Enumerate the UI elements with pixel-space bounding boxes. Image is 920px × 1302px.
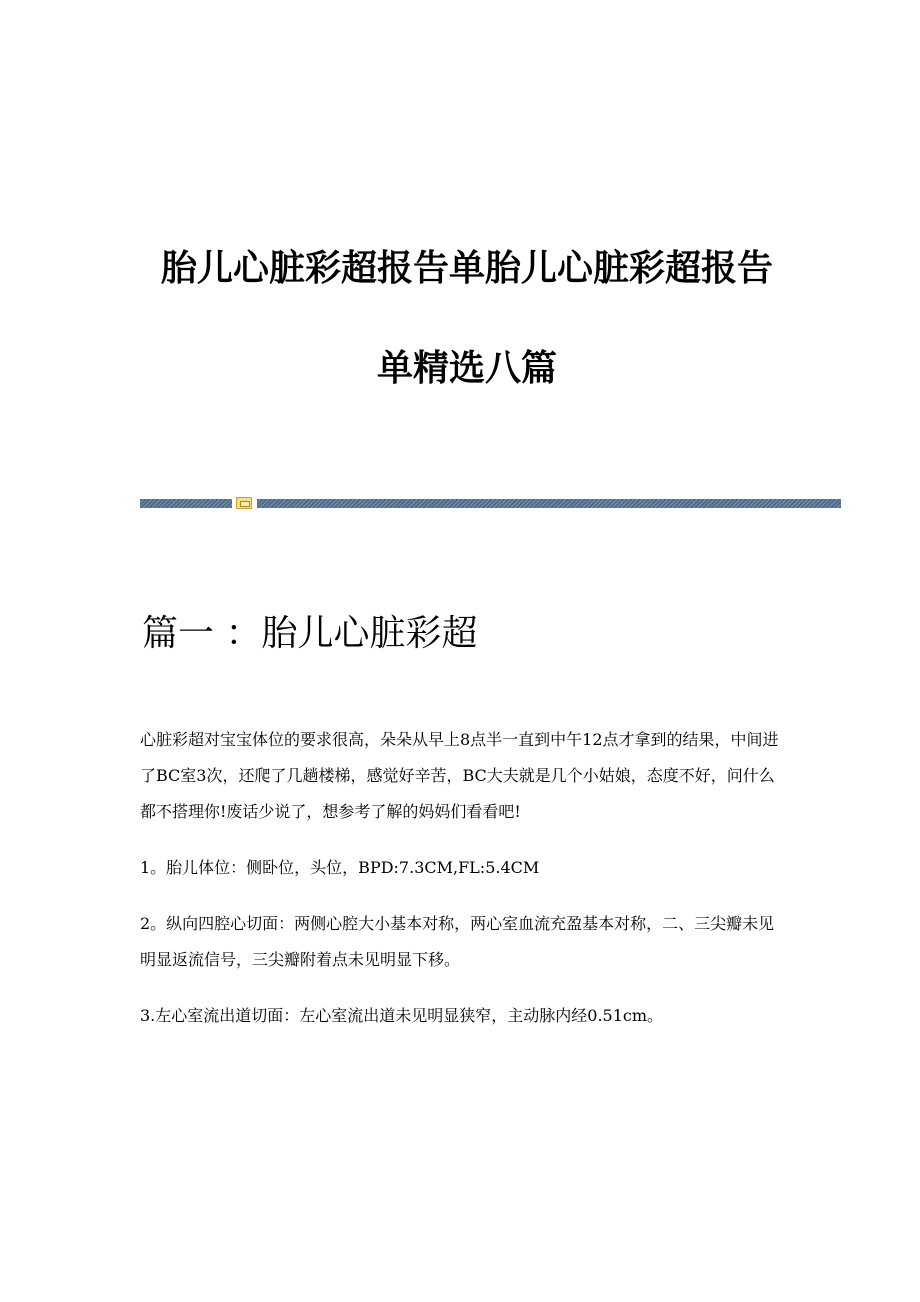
body-paragraph: 心脏彩超对宝宝体位的要求很高，朵朵从早上8点半一直到中午12点才拿到的结果，中间进了BC室3次，还爬了几趟楼梯，感觉好辛苦，BC大夫就是几个小姑娘，态度不好，问什么都不搭理你!废话少说了，想参考了解的妈妈们看看吧!	[140, 730, 779, 821]
title-divider-right	[257, 499, 841, 508]
body-paragraph: 2。纵向四腔心切面：两侧心腔大小基本对称，两心室血流充盈基本对称，二、三尖瓣未见明显返流信号，三尖瓣附着点未见明显下移。	[140, 914, 775, 969]
document-title	[0, 218, 920, 418]
body-paragraph: 1。胎儿体位：侧卧位，头位，BPD:7.3CM,FL:5.4CM	[140, 858, 540, 877]
section-heading: 篇一 ：胎儿心脏彩超	[142, 613, 478, 654]
body-paragraph: 3.左心室流出道切面：左心室流出道未见明显狭窄，主动脉内经0.51cm。	[140, 1006, 664, 1025]
divider-ornament-icon	[236, 497, 252, 509]
document-title-line-2: 单精选八篇	[376, 347, 557, 389]
document-body	[140, 722, 780, 1054]
document-title-line-1: 胎儿心脏彩超报告单胎儿心脏彩超报告	[160, 247, 773, 289]
title-divider-left	[140, 499, 232, 508]
